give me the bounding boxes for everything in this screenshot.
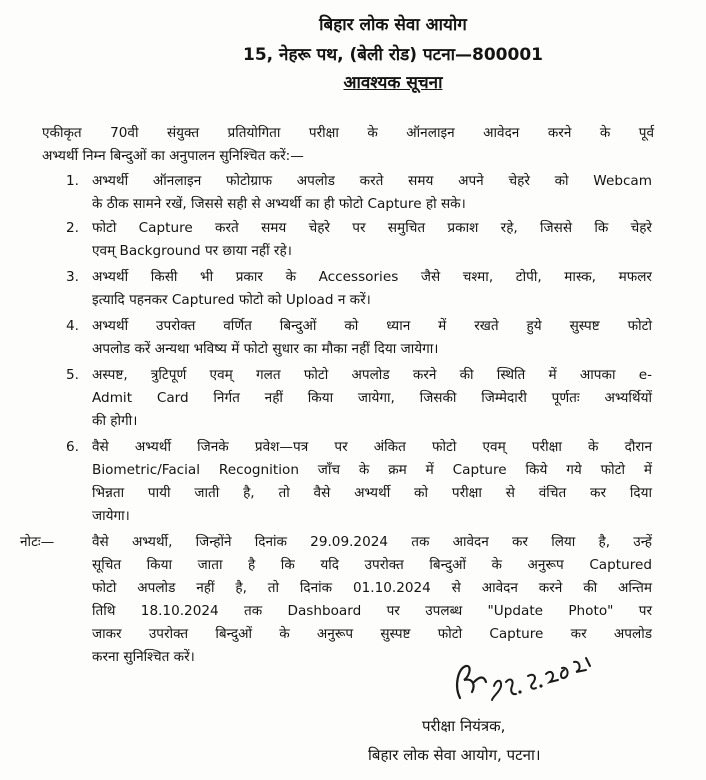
point-number: 6. — [66, 439, 79, 455]
point-line: इत्यादि पहनकर Captured फोटो को Upload न करें। — [92, 292, 371, 308]
point-line: अभ्यर्थी किसी भी प्रकार के Accessories जैसे चश्मा, टोपी, मास्क, मफलर — [92, 269, 652, 285]
note-line: जाकर उपरोक्त बिन्दुओं के अनुरूप सुस्पष्ट फोटो Capture कर अपलोड — [92, 626, 652, 642]
handwritten-signature — [446, 646, 596, 710]
point-line: अभ्यर्थी उपरोक्त वर्णित बिन्दुओं को ध्यान में रखते हुये सुस्पष्ट फोटो — [92, 318, 652, 334]
point-number: 3. — [66, 269, 79, 285]
point-line: अभ्यर्थी ऑनलाइन फोटोग्राफ अपलोड करते समय अपने चेहरे को Webcam — [92, 173, 652, 189]
note-line: वैसे अभ्यर्थी, जिन्होंने दिनांक 29.09.2024 तक आवेदन कर लिया है, उन्हें — [92, 534, 652, 550]
note-label: नोटः— — [20, 534, 55, 550]
point-line: भिन्नता पायी जाती है, तो वैसे अभ्यर्थी को परीक्षा से वंचित कर दिया — [92, 485, 652, 501]
note-line: तिथि 18.10.2024 तक Dashboard पर उपलब्ध "Update Photo" पर — [92, 603, 652, 619]
intro-line-2: अभ्यर्थी निम्न बिन्दुओं का अनुपालन सुनिश्चित करें:— — [42, 148, 304, 164]
note-line: करना सुनिश्चित करें। — [92, 649, 195, 665]
point-line: की होगी। — [92, 413, 138, 429]
point-line: अपलोड करें अन्यथा भविष्य में फोटो सुधार का मौका नहीं दिया जायेगा। — [92, 341, 439, 357]
org-address: 15, नेहरू पथ, (बेली रोड) पटना—800001 — [242, 45, 543, 65]
point-line: फोटो Capture करते समय चेहरे पर समुचित प्रकाश रहे, जिससे कि चेहरे — [92, 220, 652, 236]
point-number: 2. — [66, 220, 79, 236]
note-line: फोटो अपलोड नहीं है, तो दिनांक 01.10.2024 से आवेदन करने की अन्तिम — [92, 580, 652, 596]
point-line: वैसे अभ्यर्थी जिनके प्रवेश—पत्र पर अंकित फोटो एवम् परीक्षा के दौरान — [92, 439, 652, 455]
intro-line-1: एकीकृत 70वी संयुक्त प्रतियोगिता परीक्षा के ऑनलाइन आवेदन करने के पूर्व — [42, 125, 654, 141]
point-line: Biometric/Facial Recognition जाँच के क्रम में Capture किये गये फोटो में — [92, 462, 652, 478]
signatory-designation: परीक्षा नियंत्रक, — [422, 717, 506, 735]
point-line: जायेगा। — [92, 508, 130, 524]
notice-title: आवश्यक सूचना — [343, 73, 443, 93]
point-line: के ठीक सामने रखें, जिससे सही से अभ्यर्थी का ही फोटो Capture हो सके। — [92, 196, 466, 212]
point-number: 4. — [66, 318, 79, 334]
signatory-org: बिहार लोक सेवा आयोग, पटना। — [368, 746, 541, 764]
point-line: एवम् Background पर छाया नहीं रहे। — [92, 243, 292, 259]
point-line: Admit Card निर्गत नहीं किया जायेगा, जिसकी जिम्मेदारी पूर्णतः अभ्यर्थियों — [92, 390, 652, 406]
point-number: 5. — [66, 367, 79, 383]
point-line: अस्पष्ट, त्रुटिपूर्ण एवम् गलत फोटो अपलोड करने की स्थिति में आपका e- — [92, 367, 652, 383]
point-number: 1. — [66, 173, 79, 189]
note-line: सूचित किया जाता है कि यदि उपरोक्त बिन्दुओं के अनुरूप Captured — [92, 557, 652, 573]
org-heading: बिहार लोक सेवा आयोग — [319, 15, 467, 35]
